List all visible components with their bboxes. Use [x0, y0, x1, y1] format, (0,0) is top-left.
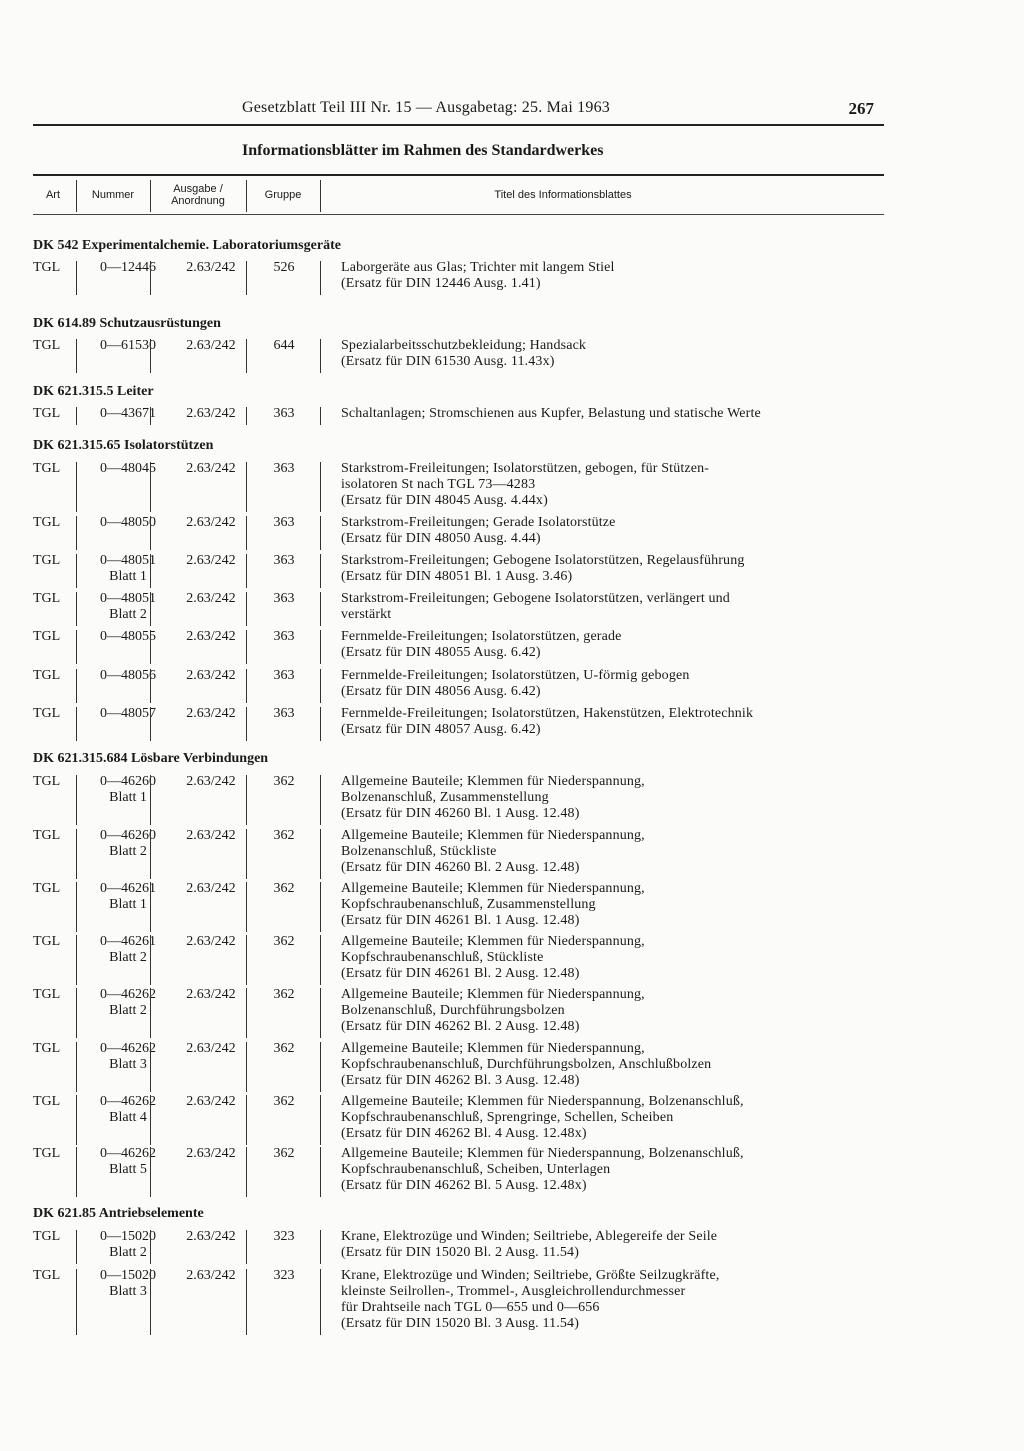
- nummer-line: 0—46260: [100, 774, 156, 789]
- nummer-cell: [88, 1094, 168, 1126]
- titel-line: Bolzenanschluß, Durchführungsbolzen: [341, 1003, 565, 1018]
- column-rule: [320, 554, 321, 588]
- column-rule: [150, 1095, 151, 1145]
- gruppe-cell: 363: [273, 629, 295, 644]
- titel-line: Allgemeine Bauteile; Klemmen für Niederspannung,: [341, 774, 645, 789]
- running-header: Gesetzblatt Teil III Nr. 15 — Ausgabetag: 25. Mai 1963: [242, 99, 610, 116]
- column-rule: [320, 407, 321, 425]
- ausgabe-cell: 2.63/242: [186, 591, 236, 606]
- art-cell: TGL: [33, 338, 61, 353]
- column-rule: [246, 1230, 247, 1264]
- ausgabe-cell: 2.63/242: [186, 461, 236, 476]
- column-rule: [246, 592, 247, 626]
- nummer-cell: [88, 1229, 168, 1261]
- col-nummer-header: Nummer: [91, 189, 135, 201]
- titel-line: (Ersatz für DIN 48057 Ausg. 6.42): [341, 722, 541, 737]
- ausgabe-cell: 2.63/242: [186, 881, 236, 896]
- col-divider: [246, 180, 247, 212]
- titel-line: Allgemeine Bauteile; Klemmen für Niederspannung, Bolzenanschluß,: [341, 1146, 744, 1161]
- nummer-line: Blatt 1: [109, 897, 147, 912]
- header-rule: [33, 124, 884, 126]
- nummer-line: 0—46262: [100, 1146, 156, 1161]
- nummer-line: Blatt 1: [109, 569, 147, 584]
- gruppe-cell: 362: [273, 1094, 295, 1109]
- nummer-line: 0—46262: [100, 1094, 156, 1109]
- titel-line: Allgemeine Bauteile; Klemmen für Niederspannung,: [341, 934, 645, 949]
- nummer-line: 0—12446: [100, 260, 156, 275]
- column-rule: [246, 775, 247, 825]
- titel-line: Schaltanlagen; Stromschienen aus Kupfer, Belastung und statische Werte: [341, 406, 761, 421]
- art-cell: TGL: [33, 1268, 61, 1283]
- ausgabe-cell: 2.63/242: [186, 515, 236, 530]
- nummer-cell: [88, 1146, 168, 1178]
- column-rule: [246, 516, 247, 550]
- art-cell: TGL: [33, 828, 61, 843]
- art-cell: TGL: [33, 706, 61, 721]
- nummer-cell: [88, 1041, 168, 1073]
- column-rule: [246, 554, 247, 588]
- column-rule: [150, 988, 151, 1038]
- titel-line: Kopfschraubenanschluß, Zusammenstellung: [341, 897, 596, 912]
- nummer-line: 0—48057: [100, 706, 156, 721]
- col-divider: [150, 180, 151, 212]
- gruppe-cell: 363: [273, 591, 295, 606]
- gruppe-cell: 363: [273, 406, 295, 421]
- ausgabe-cell: 2.63/242: [186, 1146, 236, 1161]
- gruppe-cell: 362: [273, 934, 295, 949]
- titel-cell: [341, 1268, 886, 1332]
- gruppe-cell: 363: [273, 706, 295, 721]
- titel-cell: [341, 1041, 886, 1089]
- titel-cell: [341, 553, 886, 585]
- column-rule: [320, 1269, 321, 1335]
- column-rule: [76, 630, 77, 664]
- titel-cell: [341, 668, 886, 700]
- column-rule: [320, 339, 321, 373]
- nummer-line: 0—48050: [100, 515, 156, 530]
- titel-line: (Ersatz für DIN 46260 Bl. 2 Ausg. 12.48): [341, 860, 580, 875]
- column-rule: [76, 592, 77, 626]
- titel-line: isolatoren St nach TGL 73—4283: [341, 477, 536, 492]
- titel-cell: [341, 406, 886, 422]
- art-cell: TGL: [33, 1094, 61, 1109]
- titel-line: Kopfschraubenanschluß, Scheiben, Unterlagen: [341, 1162, 611, 1177]
- titel-cell: [341, 934, 886, 982]
- column-rule: [246, 1042, 247, 1092]
- nummer-line: 0—48045: [100, 461, 156, 476]
- nummer-line: Blatt 3: [109, 1284, 147, 1299]
- column-rule: [320, 707, 321, 741]
- nummer-line: 0—48051: [100, 591, 156, 606]
- titel-line: (Ersatz für DIN 46262 Bl. 2 Ausg. 12.48): [341, 1019, 580, 1034]
- column-rule: [76, 1147, 77, 1197]
- art-cell: TGL: [33, 553, 61, 568]
- titel-line: (Ersatz für DIN 61530 Ausg. 11.43x): [341, 354, 555, 369]
- column-rule: [246, 882, 247, 932]
- nummer-line: Blatt 2: [109, 1003, 147, 1018]
- column-rule: [150, 407, 151, 425]
- ausgabe-cell: 2.63/242: [186, 406, 236, 421]
- nummer-cell: [88, 706, 168, 722]
- column-rule: [150, 462, 151, 512]
- nummer-line: 0—61530: [100, 338, 156, 353]
- nummer-line: 0—46261: [100, 934, 156, 949]
- column-rule: [76, 707, 77, 741]
- art-cell: TGL: [33, 406, 61, 421]
- column-rule: [320, 462, 321, 512]
- column-rule: [150, 775, 151, 825]
- column-rule: [76, 339, 77, 373]
- gruppe-cell: 526: [273, 260, 295, 275]
- column-rule: [150, 1042, 151, 1092]
- nummer-cell: [88, 828, 168, 860]
- nummer-cell: [88, 406, 168, 422]
- column-rule: [76, 516, 77, 550]
- column-rule: [246, 707, 247, 741]
- art-cell: TGL: [33, 260, 61, 275]
- ausgabe-cell: 2.63/242: [186, 1094, 236, 1109]
- column-rule: [150, 630, 151, 664]
- col-ausgabe-header: Ausgabe / Anordnung: [171, 183, 225, 207]
- column-rule: [76, 261, 77, 295]
- nummer-line: Blatt 1: [109, 790, 147, 805]
- column-rule: [150, 1147, 151, 1197]
- titel-cell: [341, 881, 886, 929]
- column-rule: [76, 775, 77, 825]
- nummer-line: 0—15020: [100, 1268, 156, 1283]
- column-rule: [76, 1269, 77, 1335]
- titel-line: (Ersatz für DIN 12446 Ausg. 1.41): [341, 276, 541, 291]
- column-rule: [320, 669, 321, 703]
- ausgabe-cell: 2.63/242: [186, 706, 236, 721]
- nummer-line: 0—46262: [100, 987, 156, 1002]
- column-rule: [76, 407, 77, 425]
- nummer-line: Blatt 2: [109, 607, 147, 622]
- column-rule: [76, 882, 77, 932]
- column-rule: [150, 669, 151, 703]
- column-rule: [246, 261, 247, 295]
- column-rule: [76, 554, 77, 588]
- ausgabe-cell: 2.63/242: [186, 1229, 236, 1244]
- col-titel-header: Titel des Informationsblattes: [494, 189, 632, 201]
- titel-line: Kopfschraubenanschluß, Sprengringe, Schellen, Scheiben: [341, 1110, 674, 1125]
- nummer-cell: [88, 934, 168, 966]
- titel-cell: [341, 1094, 886, 1142]
- ausgabe-cell: 2.63/242: [186, 1268, 236, 1283]
- col-art-header: Art: [45, 189, 61, 201]
- titel-line: Bolzenanschluß, Stückliste: [341, 844, 497, 859]
- titel-line: Starkstrom-Freileitungen; Gerade Isolatorstütze: [341, 515, 616, 530]
- ausgabe-cell: 2.63/242: [186, 668, 236, 683]
- titel-cell: [341, 706, 886, 738]
- titel-cell: [341, 461, 886, 509]
- ausgabe-cell: 2.63/242: [186, 338, 236, 353]
- nummer-cell: [88, 260, 168, 276]
- section-heading: DK 621.315.5 Leiter: [33, 384, 154, 399]
- column-rule: [246, 669, 247, 703]
- titel-line: Allgemeine Bauteile; Klemmen für Niederspannung,: [341, 987, 645, 1002]
- nummer-line: Blatt 3: [109, 1057, 147, 1072]
- column-rule: [320, 1042, 321, 1092]
- nummer-cell: [88, 881, 168, 913]
- art-cell: TGL: [33, 1146, 61, 1161]
- column-rule: [320, 988, 321, 1038]
- column-rule: [246, 630, 247, 664]
- column-rule: [76, 669, 77, 703]
- ausgabe-cell: 2.63/242: [186, 629, 236, 644]
- art-cell: TGL: [33, 987, 61, 1002]
- nummer-line: 0—15020: [100, 1229, 156, 1244]
- titel-line: (Ersatz für DIN 46262 Bl. 3 Ausg. 12.48): [341, 1073, 580, 1088]
- column-rule: [320, 829, 321, 879]
- column-rule: [246, 988, 247, 1038]
- titel-line: verstärkt: [341, 607, 392, 622]
- nummer-cell: [88, 515, 168, 531]
- column-rule: [320, 261, 321, 295]
- page-number: 267: [848, 99, 874, 118]
- titel-line: Allgemeine Bauteile; Klemmen für Niederspannung,: [341, 881, 645, 896]
- nummer-cell: [88, 461, 168, 477]
- column-rule: [246, 462, 247, 512]
- column-rule: [246, 1147, 247, 1197]
- art-cell: TGL: [33, 881, 61, 896]
- column-rule: [76, 462, 77, 512]
- ausgabe-cell: 2.63/242: [186, 828, 236, 843]
- gruppe-cell: 362: [273, 1146, 295, 1161]
- column-rule: [320, 516, 321, 550]
- column-rule: [150, 592, 151, 626]
- art-cell: TGL: [33, 1229, 61, 1244]
- column-rule: [320, 1147, 321, 1197]
- art-cell: TGL: [33, 515, 61, 530]
- titel-cell: [341, 515, 886, 547]
- gruppe-cell: 323: [273, 1229, 295, 1244]
- gruppe-cell: 323: [273, 1268, 295, 1283]
- nummer-cell: [88, 629, 168, 645]
- titel-line: (Ersatz für DIN 15020 Bl. 3 Ausg. 11.54): [341, 1316, 580, 1331]
- nummer-line: Blatt 2: [109, 950, 147, 965]
- titel-line: Allgemeine Bauteile; Klemmen für Niederspannung, Bolzenanschluß,: [341, 1094, 744, 1109]
- nummer-line: 0—46261: [100, 881, 156, 896]
- section-heading: DK 621.315.65 Isolatorstützen: [33, 438, 214, 453]
- gruppe-cell: 363: [273, 553, 295, 568]
- section-heading: DK 614.89 Schutzausrüstungen: [33, 316, 221, 331]
- art-cell: TGL: [33, 629, 61, 644]
- gruppe-cell: 362: [273, 774, 295, 789]
- nummer-line: 0—46262: [100, 1041, 156, 1056]
- nummer-line: 0—48051: [100, 553, 156, 568]
- titel-line: Fernmelde-Freileitungen; Isolatorstützen, U-förmig gebogen: [341, 668, 690, 683]
- nummer-line: 0—48056: [100, 668, 156, 683]
- titel-line: (Ersatz für DIN 46260 Bl. 1 Ausg. 12.48): [341, 806, 580, 821]
- column-rule: [320, 935, 321, 985]
- titel-line: kleinste Seilrollen-, Trommel-, Ausgleichrollendurchmesser: [341, 1284, 686, 1299]
- page-subtitle: Informationsblätter im Rahmen des Standardwerkes: [242, 142, 604, 159]
- titel-line: Krane, Elektrozüge und Winden; Seiltriebe, Ablegereife der Seile: [341, 1229, 718, 1244]
- titel-line: Bolzenanschluß, Zusammenstellung: [341, 790, 549, 805]
- titel-cell: [341, 774, 886, 822]
- ausgabe-cell: 2.63/242: [186, 774, 236, 789]
- titel-line: (Ersatz für DIN 46261 Bl. 2 Ausg. 12.48): [341, 966, 580, 981]
- titel-line: (Ersatz für DIN 48050 Ausg. 4.44): [341, 531, 541, 546]
- nummer-cell: [88, 668, 168, 684]
- gruppe-cell: 362: [273, 1041, 295, 1056]
- column-rule: [320, 1230, 321, 1264]
- column-rule: [150, 1269, 151, 1335]
- titel-line: Starkstrom-Freileitungen; Gebogene Isolatorstützen, Regelausführung: [341, 553, 745, 568]
- column-rule: [76, 1042, 77, 1092]
- gruppe-cell: 363: [273, 461, 295, 476]
- column-rule: [150, 261, 151, 295]
- art-cell: TGL: [33, 668, 61, 683]
- column-rule: [76, 988, 77, 1038]
- nummer-line: 0—43671: [100, 406, 156, 421]
- titel-line: Fernmelde-Freileitungen; Isolatorstützen, Hakenstützen, Elektrotechnik: [341, 706, 754, 721]
- titel-cell: [341, 1229, 886, 1261]
- gruppe-cell: 363: [273, 515, 295, 530]
- column-rule: [150, 829, 151, 879]
- titel-line: Kopfschraubenanschluß, Durchführungsbolzen, Anschlußbolzen: [341, 1057, 712, 1072]
- column-rule: [76, 1230, 77, 1264]
- titel-line: Spezialarbeitsschutzbekleidung; Handsack: [341, 338, 587, 353]
- gruppe-cell: 362: [273, 881, 295, 896]
- titel-line: Laborgeräte aus Glas; Trichter mit langem Stiel: [341, 260, 615, 275]
- nummer-line: Blatt 4: [109, 1110, 147, 1125]
- ausgabe-cell: 2.63/242: [186, 987, 236, 1002]
- gruppe-cell: 362: [273, 987, 295, 1002]
- nummer-line: Blatt 2: [109, 844, 147, 859]
- art-cell: TGL: [33, 591, 61, 606]
- column-rule: [150, 554, 151, 588]
- column-rule: [150, 516, 151, 550]
- titel-line: (Ersatz für DIN 48056 Ausg. 6.42): [341, 684, 541, 699]
- column-rule: [320, 882, 321, 932]
- titel-line: (Ersatz für DIN 48051 Bl. 1 Ausg. 3.46): [341, 569, 573, 584]
- col-divider: [76, 180, 77, 212]
- nummer-line: 0—46260: [100, 828, 156, 843]
- nummer-line: 0—48055: [100, 629, 156, 644]
- ausgabe-cell: 2.63/242: [186, 934, 236, 949]
- titel-cell: [341, 591, 886, 623]
- titel-cell: [341, 629, 886, 661]
- titel-line: (Ersatz für DIN 48055 Ausg. 6.42): [341, 645, 541, 660]
- titel-line: Krane, Elektrozüge und Winden; Seiltriebe, Größte Seilzugkräfte,: [341, 1268, 720, 1283]
- column-rule: [320, 1095, 321, 1145]
- column-rule: [320, 775, 321, 825]
- column-rule: [150, 882, 151, 932]
- titel-line: Starkstrom-Freileitungen; Isolatorstützen, gebogen, für Stützen-: [341, 461, 710, 476]
- column-rule: [246, 1095, 247, 1145]
- nummer-line: Blatt 2: [109, 1245, 147, 1260]
- column-rule: [246, 407, 247, 425]
- titel-line: Starkstrom-Freileitungen; Gebogene Isolatorstützen, verlängert und: [341, 591, 730, 606]
- column-rule: [320, 592, 321, 626]
- nummer-cell: [88, 591, 168, 623]
- column-rule: [150, 935, 151, 985]
- titel-line: (Ersatz für DIN 48045 Ausg. 4.44x): [341, 493, 548, 508]
- nummer-line: Blatt 5: [109, 1162, 147, 1177]
- titel-line: Kopfschraubenanschluß, Stückliste: [341, 950, 544, 965]
- titel-cell: [341, 1146, 886, 1194]
- section-heading: DK 621.85 Antriebselemente: [33, 1206, 204, 1221]
- column-rule: [150, 1230, 151, 1264]
- table-header: [33, 174, 884, 215]
- column-rule: [320, 630, 321, 664]
- titel-line: für Drahtseile nach TGL 0—655 und 0—656: [341, 1300, 600, 1315]
- column-rule: [246, 339, 247, 373]
- titel-cell: [341, 260, 886, 292]
- titel-line: Allgemeine Bauteile; Klemmen für Niederspannung,: [341, 1041, 645, 1056]
- column-rule: [246, 935, 247, 985]
- column-rule: [246, 1269, 247, 1335]
- titel-line: (Ersatz für DIN 15020 Bl. 2 Ausg. 11.54): [341, 1245, 580, 1260]
- nummer-cell: [88, 987, 168, 1019]
- nummer-cell: [88, 774, 168, 806]
- section-heading: DK 621.315.684 Lösbare Verbindungen: [33, 751, 269, 766]
- col-gruppe-header: Gruppe: [264, 189, 302, 201]
- art-cell: TGL: [33, 1041, 61, 1056]
- column-rule: [150, 339, 151, 373]
- nummer-cell: [88, 553, 168, 585]
- ausgabe-cell: 2.63/242: [186, 553, 236, 568]
- column-rule: [76, 1095, 77, 1145]
- column-rule: [76, 935, 77, 985]
- art-cell: TGL: [33, 774, 61, 789]
- gruppe-cell: 362: [273, 828, 295, 843]
- titel-line: (Ersatz für DIN 46262 Bl. 5 Ausg. 12.48x): [341, 1178, 587, 1193]
- column-rule: [246, 829, 247, 879]
- section-heading: DK 542 Experimentalchemie. Laboratoriumsgeräte: [33, 238, 341, 253]
- gruppe-cell: 363: [273, 668, 295, 683]
- titel-line: Allgemeine Bauteile; Klemmen für Niederspannung,: [341, 828, 645, 843]
- ausgabe-cell: 2.63/242: [186, 260, 236, 275]
- titel-cell: [341, 987, 886, 1035]
- titel-line: (Ersatz für DIN 46262 Bl. 4 Ausg. 12.48x): [341, 1126, 587, 1141]
- column-rule: [76, 829, 77, 879]
- art-cell: TGL: [33, 934, 61, 949]
- titel-line: Fernmelde-Freileitungen; Isolatorstützen, gerade: [341, 629, 622, 644]
- titel-cell: [341, 828, 886, 876]
- ausgabe-cell: 2.63/242: [186, 1041, 236, 1056]
- nummer-cell: [88, 1268, 168, 1300]
- titel-line: (Ersatz für DIN 46261 Bl. 1 Ausg. 12.48): [341, 913, 580, 928]
- column-rule: [150, 707, 151, 741]
- col-divider: [320, 180, 321, 212]
- gruppe-cell: 644: [273, 338, 295, 353]
- nummer-cell: [88, 338, 168, 354]
- titel-cell: [341, 338, 886, 370]
- art-cell: TGL: [33, 461, 61, 476]
